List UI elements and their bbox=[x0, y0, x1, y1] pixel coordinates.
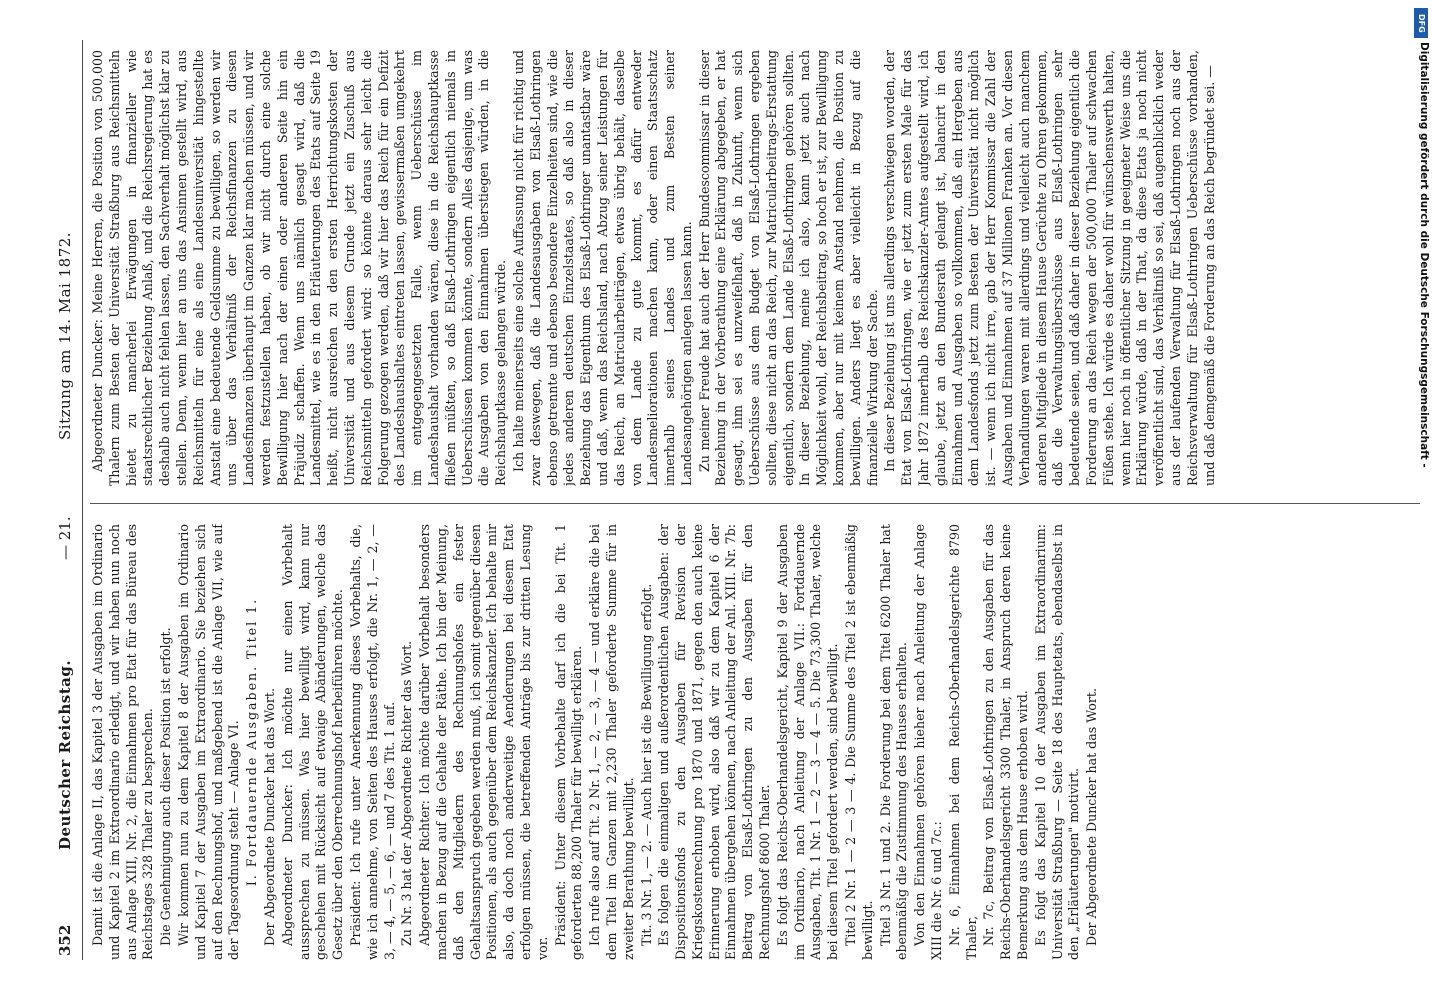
paragraph: Nr. 6, Einnahmen bei dem Reichs-Oberhandelsgerichte 8790 Thaler, bbox=[946, 524, 979, 960]
left-column bbox=[90, 524, 1425, 960]
section-heading: I. Fortdauernde Ausgaben. Titel 1. bbox=[244, 597, 260, 887]
paragraph: Präsident: Ich rufe unter Anerkennung dieses Vorbehalts, die, wie ich annehme, von Seiten des Hauses erfolgt, die Nr. 1, — 2, — 3, — 4, — 5, — 6, — und 7 des Tit. 1 auf. bbox=[347, 524, 397, 960]
paragraph: Die Genehmigung auch dieser Position ist erfolgt. bbox=[158, 627, 174, 946]
paragraph: Titel 2 Nr. 1 — 2 — 3 — 4. Die Summe des Titel 2 ist ebenmäßig bewilligt. bbox=[843, 524, 875, 960]
paragraph: In dieser Beziehung ist uns allerdings verschwiegen worden, der Etat von Elsaß-Lothringen, wie er jetzt zum ersten Male für das Jahr 1872 innerhalb des Reichskanzler-Amtes aufgestellt wird, ich glaube, jetzt an den Bundesrath gelangt ist, balancirt in den Einnahmen und Ausgaben so vollkommen, daß ein Hergeben aus dem Landesfonds jetzt zum Besten der Universität nicht möglich ist. — wenn ich nicht irre, gab der Herr Kommissar die Zahl der Ausgaben und Einnahmen auf 37 Millionen Franken an. Vor diesen Verhandlungen waren mit allerdings und vielleicht auch manchem anderen Mitgliede in diesem Hause Gerüchte zu Ohren gekommen, daß die Verwaltungsüberschüsse aus Elsaß-Lothringen sehr bedeutende seien, und daß daher in dieser Beziehung eigentlich die Forderung an das Reich wegen der 500,000 Thaler auf schwachen Füßen stehe. Ich würde es daher wohl für wünschenswerth halten, wenn hier noch in öffentlicher Sitzung in geeigneter Weise uns die Erklärung würde, daß in der That, da diese Etats ja noch nicht veröffentlicht sind, das Verhältniß so sei, daß augenblicklich weder aus der laufenden Verwaltung für Elsaß-Lothringen noch aus der Reichsverwaltung für Elsaß-Lothringen Ueberschüsse vorhanden, und daß demgemäß die Forderung an das Reich begründet sei. — bbox=[882, 50, 1217, 486]
paragraph: Abgeordneter Richter: Ich möchte darüber Vorbehalt besonders machen in Bezug auf die Gehalte der Räthe. Ich bin der Meinung, daß den Mitgliedern des Rechnungshofes ein fester Gehaltsanspruch gegeben werden muß, ich somit gegenüber diesen Positionen, als auch gegenüber dem Reichskanzler. Ich behalte mir also, da doch noch anderweitige Aenderungen bei diesem Etat erfolgen müssen, die betreffenden Anträge bis zur dritten Lesung vor. bbox=[417, 524, 550, 960]
paragraph: Von den Einnahmen gehören hieher nach Anleitung der Anlage XIII die Nr. 6 und 7c.: bbox=[912, 524, 945, 960]
rotated-page bbox=[50, 40, 1430, 960]
paragraph: Es folgt das Reichs-Oberhandelsgericht, Kapitel 9 der Ausgaben im Ordinario, nach Anleitung der Anlage VII.: Fortdauernde Ausgaben, Tit. 1 Nr. 1 — 2 — 3 — 4 — 5. Die 73,300 Thaler, welche bei diesem Titel gefordert werden, sind bewilligt. bbox=[774, 524, 841, 960]
header-separator: — 21. bbox=[56, 516, 74, 560]
paragraph: Es folgen die einmaligen und außerordentlichen Ausgaben: der Dispositionsfonds zu den Ausgaben für Revision der Kriegskostenrechnung pro 1870 und 1871, gegen den auch keine Erinnerung erhoben wird, also daß wir zu dem Kapitel 6 der Einnahmen übergehen können, nach Anleitung der Anl. XIII. Nr. 7b: Beitrag von Elsaß-Lothringen zu den Ausgaben für den Rechnungshof 8600 Thaler. bbox=[656, 524, 773, 960]
paragraph: Wir kommen nun zu dem Kapitel 8 der Ausgaben im Ordinario und Kapitel 7 der Ausgaben im Extraordinario. Sie beziehen sich auf den Rechnungshof, und maßgebend ist die Anlage VII, wie auf der Tagesordnung steht — Anlage VI. bbox=[175, 524, 242, 960]
paragraph: Abgeordneter Duncker: Meine Herren, die Position von 500,000 Thalern zum Besten der Universität Straßburg aus Reichsmitteln bietet zu mancherlei Erwägungen in finanzieller wie staatsrechtlicher Beziehung Anlaß, und die Reichsregierung hat es deshalb auch nicht fehlen lassen, den Sachverhalt möglichst klar zu stellen. Denn, wenn hier an uns das Ansinnen gestellt wird, aus Reichsmitteln für eine als eine Landesuniversität hingestellte Anstalt eine bedeutende Geldsumme zu bewilligen, so werden wir uns über das Verhältniß der Reichsfinanzen zu diesen Landesfinanzen überhaupt im Ganzen klar machen müssen, und wir werden festzustellen haben, ob wir nicht durch eine solche Bewilligung hier nach der einen oder anderen Seite hin ein Präjudiz schaffen. Wenn uns nämlich gesagt wird, daß die Landesmittel, wie es in den Erläuterungen des Etats auf Seite 19 heißt, nicht ausreichen zu den ersten Herrichtungskosten der Universität und aus diesem Grunde jetzt ein Zuschuß aus Reichsmitteln gefordert wird: so könnte daraus sehr leicht die Folgerung gezogen werden, daß wir hier das Reich für ein Defizit des Landeshaushaltes eintreten lassen, gewissermaßen umgekehrt im entgegengesetzten Falle, wenn Ueberschüsse im Landeshaushalt vorhanden wären, diese in die Reichshauptkasse fließen müßten, so daß Elsaß-Lothringen eigentlich niemals in Ueberschüssen kommen könnte, sondern Alles dasjenige, um was die Ausgaben von den Einnahmen überstiegen würden, in die Reichshauptkasse gelangen würde. bbox=[90, 50, 509, 486]
paragraph: Präsident: Unter diesem Vorbehalte darf ich die bei Tit. 1 geforderten 88,200 Thaler für bewilligt erklären. bbox=[552, 524, 585, 960]
paragraph: Ich halte meinerseits eine solche Auffassung nicht für richtig und zwar deswegen, daß die Landesausgaben von Elsaß-Lothringen ebenso getrennte und ebenso besondere Einzelheiten sind, wie die jedes anderen deutschen Einzelstaates, so daß also in dieser Beziehung das Eigenthum des Elsaß-Lothringer unantastbar wäre und daß, wenn das Reichsland, nach Abzug seiner Leistungen für das Reich, an Matricularbeiträgen, etwas übrig behält, dasselbe von dem Lande zu gute kommt, es dafür entweder Landesmeliorationen machen kann, oder einen Staatsschatz innerhalb seines Landes und zum Besten seiner Landesangehörigen anlegen lassen kann. bbox=[510, 50, 694, 486]
paragraph: Zu meiner Freude hat auch der Herr Bundescommissar in dieser Beziehung in der Vorberathung eine Erklärung abgegeben, er hat gesagt, ihm sei es unzweifelhaft, daß in Zukunft, wenn sich Ueberschüsse aus dem Budget von Elsaß-Lothringen ergeben sollten, diese nicht an das Reich, zur Matricularbeitrags-Erstattung eigentlich, sondern dem Lande Elsaß-Lothringen gehören sollten. In dieser Beziehung, meine ich also, kann jetzt auch nach Möglichkeit wohl, der Reichsbeitrag, so hoch er ist, zur Bewilligung kommen, aber nur mit keinem Anstand nehmen, die Position zu bewilligen. Anders liegt es aber vielleicht in Bezug auf die finanzielle Wirkung der Sache. bbox=[696, 50, 880, 486]
paragraph: Ich rufe also auf Tit. 2 Nr. 1, — 2, — 3, — 4 — und erkläre die bei dem Titel im Ganzen mit 2,230 Thaler geforderte Summe für in zweiter Berathung bewilligt. bbox=[587, 524, 636, 960]
header-rule bbox=[82, 40, 83, 960]
column-divider bbox=[90, 503, 1420, 504]
paragraph: Tit. 3 Nr. 1, — 2. — Auch hier ist die Bewilligung erfolgt. bbox=[638, 583, 654, 946]
paragraph: Abgeordneter Duncker: Ich möchte nur einen Vorbehalt aussprechen zu müssen. Was hier bewilligt wird, kann nur geschehen mit Rücksicht auf etwaige Abänderungen, welche das Gesetz über den Oberrechnungshof herbeiführen möchte. bbox=[279, 524, 346, 960]
right-column bbox=[90, 50, 1425, 486]
digitization-credit: Digitalisierung gefördert durch die Deutsche Forschungsgemeinschaft - bbox=[1418, 42, 1430, 468]
paragraph: Titel 3 Nr. 1 und 2. Die Forderung bei dem Titel 6200 Thaler hat ebenmäßig die Zustimmung des Hauses erhalten. bbox=[877, 524, 910, 960]
paragraph: Es folgt das Kapitel 10 der Ausgaben im Extraordinarium: Universität Straßburg — Seite 18 des Hauptetats, ebendaselbst in den „Erläuterungen" motivirt. bbox=[1032, 524, 1082, 960]
paragraph: Damit ist die Anlage II, das Kapitel 3 der Ausgaben im Ordinario und Kapitel 2 im Extraordinario erledigt, und wir haben nun noch aus Anlage XIII, Nr. 2, die Einnahmen pro Etat für das Büreau des Reichstages 328 Thaler zu besprechen. bbox=[90, 524, 156, 960]
paragraph: Nr. 7c, Beitrag von Elsaß-Lothringen zu den Ausgaben für das Reichs-Oberhandelsgericht 3300 Thaler, in Anspruch deren keine Bemerkung aus dem Hause erhoben wird. bbox=[981, 524, 1031, 960]
paragraph: Der Abgeordnete Duncker hat das Wort. bbox=[261, 688, 277, 946]
header-right-title: Sitzung am 14. Mai 1872. bbox=[56, 231, 74, 440]
paragraph: Der Abgeordnete Duncker hat das Wort. bbox=[1084, 688, 1100, 946]
header-left-title: Deutscher Reichstag. bbox=[56, 659, 74, 850]
dfg-logo: DFG bbox=[1414, 8, 1428, 38]
paragraph: Zu Nr. 3 hat der Abgeordnete Richter das Wort. bbox=[399, 640, 415, 946]
page-header bbox=[50, 40, 80, 960]
page-number: 352 bbox=[56, 924, 74, 956]
